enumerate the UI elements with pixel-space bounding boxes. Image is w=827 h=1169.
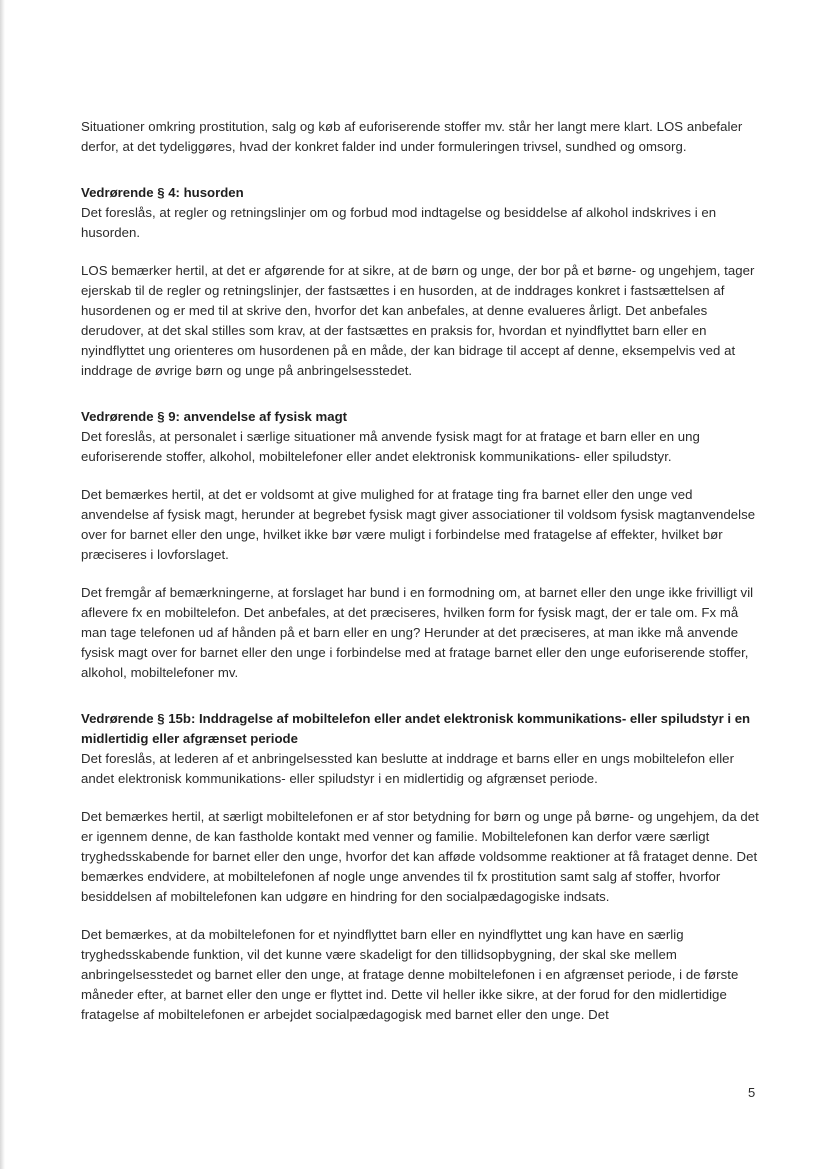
- section-9-paragraph-2: Det bemærkes hertil, at det er voldsomt at give mulighed for at fratage ting fra barnet eller den unge ved anvendelse af fysisk magt, herunder at begrebet fysisk magt giver associationer til voldsom fysisk magtanvendelse over for barnet eller den unge, hvilket ikke bør være muligt i forbindelse med fratagelse af effekter, hvilket bør præciseres i lovforslaget.: [81, 487, 756, 562]
- section-15b: [81, 709, 761, 1025]
- page-edge-shadow: [0, 0, 5, 1169]
- page-number: 5: [748, 1085, 756, 1100]
- section-9: [81, 407, 761, 683]
- document-body: [81, 117, 761, 1025]
- intro-paragraph: Situationer omkring prostitution, salg og køb af euforiserende stoffer mv. står her langt mere klart. LOS anbefaler derfor, at det tydeliggøres, hvad der konkret falder ind under formuleringen trivsel, sundhed og omsorg.: [81, 119, 743, 154]
- section-15b-heading: Vedrørende § 15b: Inddragelse af mobiltelefon eller andet elektronisk kommunikations- eller spiludstyr i en midlertidig eller afgrænset periode: [81, 711, 751, 746]
- section-9-paragraph-3: Det fremgår af bemærkningerne, at forslaget har bund i en formodning om, at barnet eller den unge ikke frivilligt vil aflevere fx en mobiltelefon. Det anbefales, at det præciseres, hvilken form for fysisk magt, der er tale om. Fx må man tage telefonen ud af hånden på et barn eller en ung? Herunder at det præciseres, at man ikke må anvende fysisk magt over for barnet eller den unge i forbindelse med at fratage barnet eller den unge euforiserende stoffer, alkohol, mobiltelefoner mv.: [81, 585, 754, 680]
- section-4-paragraph-2: LOS bemærker hertil, at det er afgørende for at sikre, at de børn og unge, der bor på et børne- og ungehjem, tager ejerskab til de regler og retningslinjer, der fastsættes i en husorden, at de inddrages konkret i fastsættelsen af husordenen og er med til at skrive den, hvorfor det kan anbefales, at denne evalueres årligt. Det anbefales derudover, at det skal stilles som krav, at der fastsættes en praksis for, hvordan et nyindflyttet barn eller en nyindflyttet ung orienteres om husordenen på en måde, der kan bidrage til accept af denne, eksempelvis ved at inddrage de øvrige børn og unge på anbringelsesstedet.: [81, 263, 755, 378]
- section-15b-paragraph-3: Det bemærkes, at da mobiltelefonen for et nyindflyttet barn eller en nyindflyttet ung kan have en særlig tryghedsskabende funktion, vil det kunne være skadeligt for den tillidsopbygning, der skal ske mellem anbringelsesstedet og barnet eller den unge, at fratage denne mobiltelefonen i en afgrænset periode, i de første måneder efter, at barnet eller den unge er flyttet ind. Dette vil heller ikke sikre, at der forud for den midlertidige fratagelse af mobiltelefonen er arbejdet socialpædagogisk med barnet eller den unge. Det: [81, 927, 739, 1022]
- section-15b-paragraph-1: Det foreslås, at lederen af et anbringelsessted kan beslutte at inddrage et barns eller en ungs mobiltelefon eller andet elektronisk kommunikations- eller spiludstyr i en midlertidig og afgrænset periode.: [81, 751, 735, 786]
- section-4-paragraph-1: Det foreslås, at regler og retningslinjer om og forbud mod indtagelse og besiddelse af alkohol indskrives i en husorden.: [81, 205, 717, 240]
- section-9-paragraph-1: Det foreslås, at personalet i særlige situationer må anvende fysisk magt for at fratage et barn eller en ung euforiserende stoffer, alkohol, mobiltelefoner eller andet elektronisk kommunikations- eller spiludstyr.: [81, 429, 700, 464]
- section-9-heading: Vedrørende § 9: anvendelse af fysisk magt: [81, 409, 348, 424]
- section-4: [81, 183, 761, 381]
- section-4-heading: Vedrørende § 4: husorden: [81, 185, 244, 200]
- section-15b-paragraph-2: Det bemærkes hertil, at særligt mobiltelefonen er af stor betydning for børn og unge på børne- og ungehjem, da det er igennem denne, de kan fastholde kontakt med venner og familie. Mobiltelefonen kan derfor være særligt tryghedsskabende for barnet eller den unge, hvorfor det kan afføde voldsomme reaktioner at få frataget denne. Det bemærkes endvidere, at mobiltelefonen af nogle unge anvendes til fx prostitution samt salg af stoffer, hvorfor besiddelsen af mobiltelefonen kan udgøre en hindring for den socialpædagogiske indsats.: [81, 809, 759, 904]
